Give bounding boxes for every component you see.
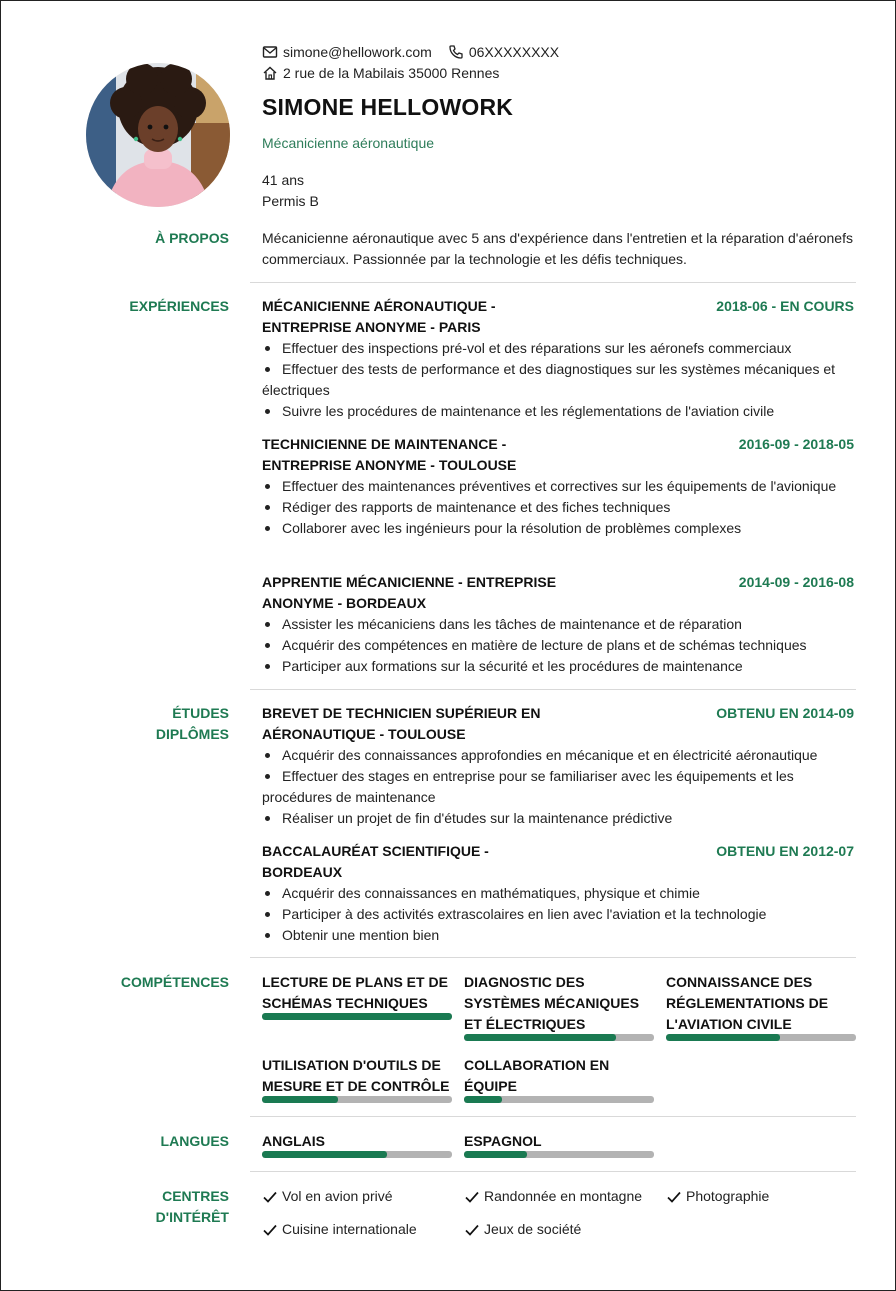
interest-item: Randonnée en montagne [464,1186,642,1207]
contact-row [262,44,559,60]
skill-level-fill [262,1013,452,1020]
skill-level-fill [464,1096,502,1103]
address-row [262,65,499,81]
list-item: Acquérir des connaissances approfondies en mécanique et en électricité aéronautique [262,745,856,766]
experience-bullets [262,476,856,539]
interest-item: Cuisine internationale [262,1219,417,1240]
section-label-languages: LANGUES [160,1133,229,1149]
list-item: Suivre les procédures de maintenance et les réglementations de l'aviation civile [262,401,856,422]
job-title: Mécanicienne aéronautique [262,135,435,151]
check-icon [464,1222,480,1238]
skill-level-bar [262,1013,452,1020]
section-label-skills: COMPÉTENCES [120,974,229,990]
divider [250,957,856,958]
list-item: Effectuer des inspections pré-vol et des réparations sur les aéronefs commerciaux [262,338,856,359]
skill-level-bar [262,1096,452,1103]
skill-name: DIAGNOSTIC DES SYSTÈMES MÉCANIQUES ET ÉLECTRIQUES [464,974,640,1032]
home-icon [262,65,278,81]
divider [250,1171,856,1172]
list-item: Collaborer avec les ingénieurs pour la résolution de problèmes complexes [262,518,856,539]
experience-bullets [262,614,856,677]
divider [250,282,856,283]
about-text: Mécanicienne aéronautique avec 5 ans d'expérience dans l'entretien et la réparation d'aéronefs commerciaux. Passionnée par la technologie et les défis techniques. [262,230,853,267]
interest-item: Jeux de société [464,1219,581,1240]
education-title: BACCALAURÉAT SCIENTIFIQUE - BORDEAUX [262,843,489,880]
experience-bullets [262,338,856,422]
experience-title: TECHNICIENNE DE MAINTENANCE - ENTREPRISE ANONYME - TOULOUSE [262,436,517,473]
driving-license: Permis B [262,193,319,209]
check-icon [262,1222,278,1238]
contact-address: 2 rue de la Mabilais 35000 Rennes [283,65,500,81]
language-level-fill [262,1151,387,1158]
language-level-fill [464,1151,527,1158]
language-level-bar [262,1151,452,1158]
list-item: Effectuer des maintenances préventives et correctives sur les équipements de l'avionique [262,476,856,497]
list-item: Réaliser un projet de fin d'études sur la maintenance prédictive [262,808,856,829]
check-icon [464,1189,480,1205]
section-label-education: ÉTUDES DIPLÔMES [155,705,229,742]
candidate-name: SIMONE HELLOWORK [262,94,514,120]
age: 41 ans [262,172,305,188]
list-item: Assister les mécaniciens dans les tâches de maintenance et de réparation [262,614,856,635]
skill-name: CONNAISSANCE DES RÉGLEMENTATIONS DE L'AVIATION CIVILE [666,974,829,1032]
interest-item: Vol en avion privé [262,1186,393,1207]
check-icon [666,1189,682,1205]
education-date: OBTENU EN 2012-07 [716,843,854,859]
interest-item: Photographie [666,1186,769,1207]
language-name: ANGLAIS [262,1133,325,1149]
skill-name: UTILISATION D'OUTILS DE MESURE ET DE CONTRÔLE [262,1057,450,1094]
divider [250,689,856,690]
experience-date: 2018-06 - EN COURS [716,298,854,314]
education-bullets [262,745,856,829]
section-label-experience: EXPÉRIENCES [129,298,229,314]
experience-date: 2016-09 - 2018-05 [738,436,854,452]
skill-level-fill [262,1096,338,1103]
list-item: Effectuer des tests de performance et des diagnostiques sur les systèmes mécaniques et électriques [262,359,856,401]
skill-level-bar [464,1096,654,1103]
language-level-bar [464,1151,654,1158]
list-item: Rédiger des rapports de maintenance et des fiches techniques [262,497,856,518]
experience-title: MÉCANICIENNE AÉRONAUTIQUE - ENTREPRISE ANONYME - PARIS [262,298,496,335]
phone-icon [448,44,464,60]
skill-level-bar [464,1034,654,1041]
list-item: Acquérir des connaissances en mathématiques, physique et chimie [262,883,856,904]
list-item: Effectuer des stages en entreprise pour se familiariser avec les équipements et les procédures de maintenance [262,766,856,808]
contact-phone[interactable]: 06XXXXXXXX [468,44,560,60]
experience-date: 2014-09 - 2016-08 [738,574,854,590]
education-date: OBTENU EN 2014-09 [716,705,854,721]
section-label-about: À PROPOS [155,230,229,246]
check-icon [262,1189,278,1205]
list-item: Obtenir une mention bien [262,925,856,946]
education-bullets [262,883,856,946]
skill-name: LECTURE DE PLANS ET DE SCHÉMAS TECHNIQUES [262,974,448,1011]
list-item: Participer aux formations sur la sécurité et les procédures de maintenance [262,656,856,677]
divider [250,1116,856,1117]
contact-email[interactable]: simone@hellowork.com [283,44,432,60]
skill-name: COLLABORATION EN ÉQUIPE [464,1057,610,1094]
language-name: ESPAGNOL [464,1133,542,1149]
education-title: BREVET DE TECHNICIEN SUPÉRIEUR EN AÉRONAUTIQUE - TOULOUSE [262,705,541,742]
skill-level-fill [666,1034,780,1041]
avatar-illustration [86,63,230,207]
mail-icon [262,44,278,60]
section-label-interests: CENTRES D'INTÉRÊT [155,1188,229,1225]
skill-level-fill [464,1034,616,1041]
list-item: Participer à des activités extrascolaires en lien avec l'aviation et la technologie [262,904,856,925]
list-item: Acquérir des compétences en matière de lecture de plans et de schémas techniques [262,635,856,656]
skill-level-bar [666,1034,856,1041]
avatar [86,63,230,207]
experience-title: APPRENTIE MÉCANICIENNE - ENTREPRISE ANONYME - BORDEAUX [262,574,557,611]
